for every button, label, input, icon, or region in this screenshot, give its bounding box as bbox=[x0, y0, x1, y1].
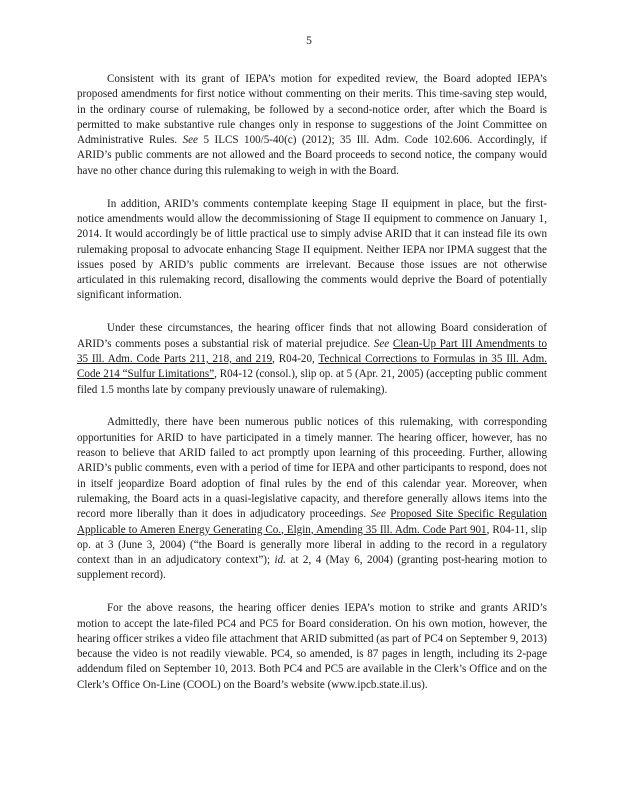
paragraph bbox=[77, 321, 547, 397]
paragraph bbox=[77, 197, 547, 304]
paragraph-text: , R04-12 (consol.), slip op. at 5 (Apr. 21, 2005) (accepting public comment filed 1.5 months late by company previously unaware of rulemaking). bbox=[77, 368, 547, 396]
paragraph-text: In addition, ARID’s comments contemplate keeping Stage II equipment in place, but the first-notice amendments would allow the decommissioning of Stage II equipment to commence on January 1, 2014. It would accordingly be of little practical use to simply advise ARID that it can instead file its own rulemaking proposal to advocate enhancing Stage II equipment. Neither IEPA nor IPMA suggest that the issues posed by ARID’s public comments are irrelevant. Because those issues are not otherwise articulated in this rulemaking record, disallowing the comments would deprive the Board of potentially significant information. bbox=[77, 197, 547, 302]
citation-signal: See bbox=[370, 508, 386, 521]
paragraph-text: Under these circumstances, the hearing officer finds that not allowing Board consideration of ARID’s comments poses a substantial risk of material prejudice. bbox=[77, 322, 547, 350]
page-number: 5 bbox=[306, 35, 312, 47]
paragraph-text: , R04-20, bbox=[272, 352, 319, 365]
paragraph-text: 5 ILCS 100/5-40(c) (2012); 35 Ill. Adm. Code 102.606. Accordingly, if ARID’s public comments are not allowed and the Board proceeds to second notice, the company would have no other chance during this rulemaking to weigh in with the Board. bbox=[77, 134, 547, 177]
paragraph-text: Admittedly, there have been numerous public notices of this rulemaking, with corresponding opportunities for ARID to have participated in a timely manner. The hearing officer, however, has no reason to believe that ARID failed to act promptly upon learning of this proceeding. Further, allowing ARID’s public comments, even with a period of time for IEPA and other participants to respond, does not in itself jeopardize Board adoption of final rules by the end of this calendar year. Moreover, when rulemaking, the Board acts in a quasi-legislative capacity, and therefore generally allows items into the record more liberally than it does in adjudicatory proceedings. bbox=[77, 416, 547, 521]
paragraph bbox=[77, 415, 547, 583]
citation-signal: id. bbox=[274, 554, 286, 567]
paragraph-text: , R04-11, slip op. at 3 (June 3, 2004) (“the Board is generally more liberal in adding to the record in a regulatory context than in an adjudicatory context”); bbox=[77, 523, 547, 567]
case-citation: Clean-Up Part III Amendments to 35 Ill. Adm. Code Parts 211, 218, and 219 bbox=[77, 337, 547, 365]
paragraph-text: For the above reasons, the hearing officer denies IEPA’s motion to strike and grants ARID’s motion to accept the late-filed PC4 and PC5 for Board consideration. On his own motion, however, the hearing officer strikes a video file attachment that ARID submitted (as part of PC4 on September 9, 2013) because the video is not readily viewable. PC4, so amended, is 87 pages in length, including its 2-page addendum filed on September 10, 2013. Both PC4 and PC5 are available in the Clerk’s Office and on the Clerk’s Office On-Line (COOL) on the Board’s website (www.ipcb.state.il.us). bbox=[77, 602, 547, 691]
paragraph bbox=[77, 72, 547, 179]
paragraph bbox=[77, 601, 547, 693]
paragraph-text: at 2, 4 (May 6, 2004) (granting post-hearing motion to supplement record). bbox=[77, 554, 547, 582]
paragraph-text: Consistent with its grant of IEPA’s motion for expedited review, the Board adopted IEPA’s proposed amendments for first notice without commenting on their merits. This time-saving step would, in the ordinary course of rulemaking, be followed by a second-notice order, after which the Board is permitted to make substantive rule changes only in response to suggestions of the Joint Committee on Administrative Rules. bbox=[77, 73, 547, 147]
case-citation: Proposed Site Specific Regulation Applicable to Ameren Energy Generating Co., Elgin, Amending 35 Ill. Adm. Code Part 901 bbox=[77, 508, 547, 536]
document-body bbox=[77, 72, 547, 711]
citation-signal: See bbox=[182, 134, 198, 147]
citation-signal: See bbox=[373, 337, 390, 350]
case-citation: Technical Corrections to Formulas in 35 Ill. Adm. Code 214 “Sulfur Limitations” bbox=[77, 352, 547, 381]
